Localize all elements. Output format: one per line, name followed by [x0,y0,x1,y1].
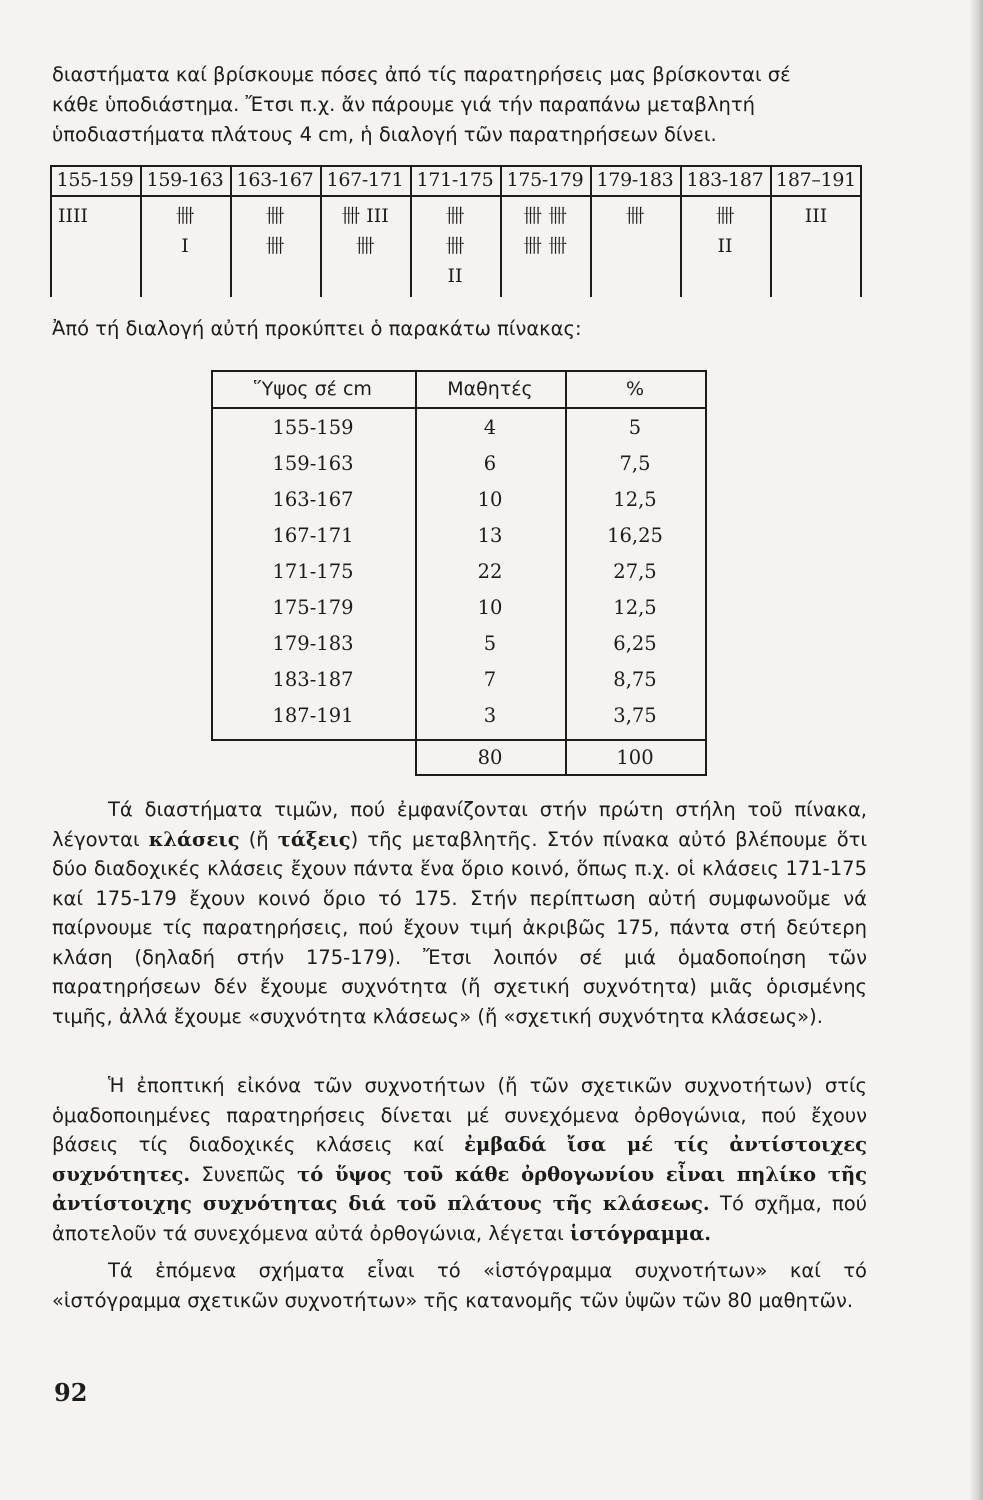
row-interval: 167-171 [272,524,354,547]
row-count: 3 [483,704,497,727]
row-percent: 5 [628,416,642,439]
para1-text: ) τῆς μεταβλητῆς. Στόν πίνακα αὐτό βλέπουμε ὅτι δύο διαδοχικές κλάσεις ἔχουν πάντα ἕνα ὅριο κοινό, ὅπως π.χ. οἱ κλάσεις 171-175 καί 175-179 ἔχουν κοινό ὅριο τό 175. Στήν περίπτωση αὐτή συμφωνοῦμε νά παίρνουμε τίς παρατηρήσεις, πού ἔχουν τιμή ἀκριβῶς 175, πάντα στή δεύτερη κλάση (δηλαδή στήν 175-179). Ἔτσι λοιπόν σέ μιά ὁμαδοποίηση τῶν παρατηρήσεων δέν ἔχουμε συχνότητα (ἤ σχετική συχνότητα) μιᾶς ὁρισμένης τιμῆς, ἀλλά ἔχουμε «συχνότητα κλάσεως» (ἤ «σχετική συχνότητα κλάσεως»). [52,827,867,1028]
para1-text: Τά διαστήματα τιμῶν, πού ἐμφανίζονται στήν πρώτη στήλη τοῦ πίνακα, λέγονται [52,798,867,851]
header-percent: % [625,378,645,400]
para2-text: Ἡ ἐποπτική εἰκόνα τῶν συχνοτήτων (ἤ τῶν σχετικῶν συχνοτήτων) στίς ὁμαδοποιημένες παρατηρήσεις δίνεται μέ συνεχόμενα ὀρθογώνια, πού ἔχουν βάσεις τίς διαδοχικές κλάσεις καί [52,1074,867,1156]
para1-text: (ἤ [239,827,278,851]
total-percent: 100 [616,746,654,769]
tally-interval: 159-163 [146,169,224,191]
row-count: 22 [477,560,503,583]
tally-interval: 155-159 [56,169,134,191]
paragraph-histogram [52,1071,867,1248]
ftable-header-rule [211,407,707,409]
row-interval: 163-167 [272,488,354,511]
tally-interval: 183-187 [686,169,764,191]
tally-marks: 卌 卌 卌 卌 [522,205,568,257]
paragraph-figures: Τά ἑπόμενα σχήματα εἶναι τό «ἱστόγραμμα συχνοτήτων» καί τό «ἱστόγραμμα σχετικῶν συχνοτήτων» τῆς κατανομῆς τῶν ὑψῶν τῶν 80 μαθητῶν. [52,1259,867,1312]
row-percent: 6,25 [613,632,657,655]
para2-bold-term: ἱστόγραμμα. [569,1221,712,1245]
para2-bold-text: ἐμβαδά ἴσα μέ τίς ἀντίστοιχες συχνότητες. [52,1133,867,1186]
page-edge-shadow [969,0,983,1500]
tally-marks: 卌 [625,205,645,227]
row-percent: 3,75 [613,704,657,727]
para2-text: Συνεπῶς [190,1162,298,1186]
para1-bold-term: τάξεις [277,827,351,851]
paragraph-classes [52,795,867,1031]
tally-table [50,165,862,297]
total-count: 80 [477,746,503,769]
row-percent: 12,5 [613,488,657,511]
row-count: 10 [477,488,503,511]
row-interval: 187-191 [272,704,354,727]
row-count: 6 [483,452,497,475]
row-count: 5 [483,632,497,655]
tally-interval: 179-183 [596,169,674,191]
tally-header-rule [50,195,862,197]
tally-marks: III [804,205,828,227]
intro-line-1: διαστήματα καί βρίσκουμε πόσες ἀπό τίς παρατηρήσεις μας βρίσκονται σέ [52,63,791,86]
row-percent: 16,25 [607,524,663,547]
tally-marks: 卌 III 卌 [341,205,389,257]
tally-interval: 175-179 [506,169,584,191]
tally-interval: 171-175 [416,169,494,191]
row-interval: 155-159 [272,416,354,439]
tally-interval: 167-171 [326,169,404,191]
tally-marks: 卌 卌 [265,205,285,257]
row-interval: 171-175 [272,560,354,583]
para1-bold-term: κλάσεις [148,827,240,851]
row-percent: 12,5 [613,596,657,619]
para2-bold-text: τό ὕψος τοῦ κάθε ὀρθογωνίου εἶναι πηλίκο τῆς ἀντίστοιχης συχνότητας διά τοῦ πλάτους τῆς κλάσεως. [52,1162,867,1215]
row-percent: 27,5 [613,560,657,583]
row-interval: 179-183 [272,632,354,655]
row-interval: 159-163 [272,452,354,475]
ftable-right-rule [705,370,707,775]
page-number: 92 [54,1378,88,1407]
header-students: Μαθητές [447,378,533,400]
frequency-table [211,370,707,775]
row-percent: 8,75 [613,668,657,691]
tally-marks: 卌 I [175,205,195,257]
tally-interval: 187–191 [776,169,856,191]
intro-line-3: ὑποδιαστήματα πλάτους 4 cm, ἡ διαλογή τῶν παρατηρήσεων δίνει. [52,123,717,146]
header-height: Ὕψος σέ cm [254,378,372,400]
row-interval: 183-187 [272,668,354,691]
tally-marks: IIII [58,205,89,227]
tally-marks: 卌 卌 II [445,205,465,287]
row-count: 10 [477,596,503,619]
table-intro: Ἀπό τή διαλογή αὐτή προκύπτει ὁ παρακάτω πίνακας: [52,317,582,340]
tally-interval: 163-167 [236,169,314,191]
intro-line-2: κάθε ὑποδιάστημα. Ἔτσι π.χ. ἄν πάρουμε γιά τήν παραπάνω μεταβλητή [52,93,755,116]
row-interval: 175-179 [272,596,354,619]
para2-text: Τό σχῆμα, πού ἀποτελοῦν τά συνεχόμενα αὐτά ὀρθογώνια, λέγεται [52,1192,867,1245]
row-percent: 7,5 [619,452,651,475]
row-count: 4 [483,416,497,439]
row-count: 13 [477,524,503,547]
tally-marks: 卌 II [715,205,735,257]
row-count: 7 [483,668,497,691]
